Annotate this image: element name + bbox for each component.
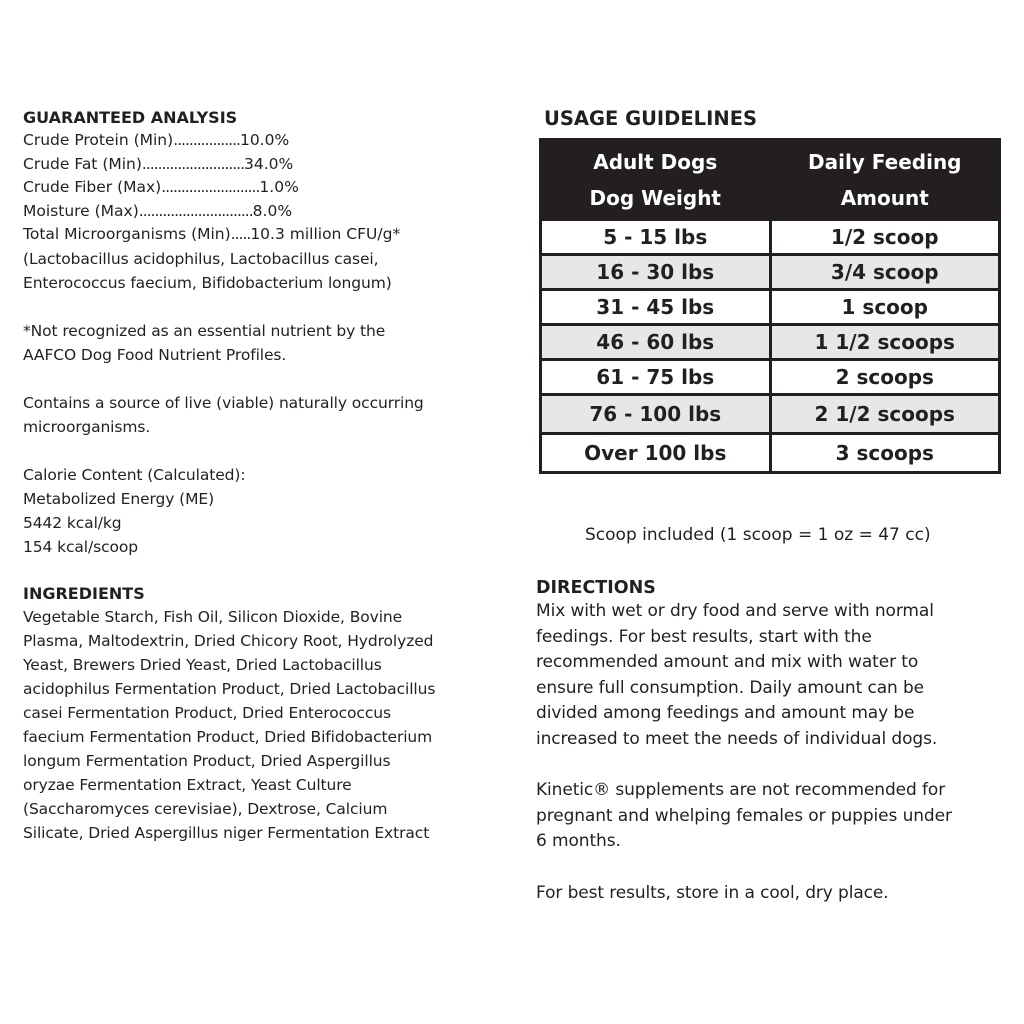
guaranteed-analysis-heading: GUARANTEED ANALYSIS	[23, 108, 238, 127]
header-line: Dog Weight	[589, 186, 721, 210]
directions-heading: DIRECTIONS	[536, 578, 656, 598]
weight-cell: 16 - 30 lbs	[541, 255, 771, 290]
weight-cell: 46 - 60 lbs	[541, 325, 771, 360]
amount-cell: 2 1/2 scoops	[770, 395, 1000, 434]
weight-cell: Over 100 lbs	[541, 434, 771, 473]
table-row	[541, 360, 1000, 395]
directions-line: increased to meet the needs of individual dogs.	[536, 728, 938, 749]
ingredients-line: longum Fermentation Product, Dried Aspergillus	[23, 751, 391, 770]
ingredients-line: acidophilus Fermentation Product, Dried Lactobacillus	[23, 679, 436, 698]
ingredients-line: faecium Fermentation Product, Dried Bifidobacterium	[23, 727, 433, 746]
directions-line: feedings. For best results, start with the	[536, 626, 872, 647]
analysis-row	[23, 200, 503, 224]
header-line: Daily Feeding	[807, 150, 962, 174]
calorie-line: 154 kcal/scoop	[23, 537, 139, 556]
analysis-value: 10.3 million CFU/g*	[250, 225, 401, 243]
ingredients-line: casei Fermentation Product, Dried Enterococcus	[23, 703, 391, 722]
calorie-content	[23, 463, 503, 559]
feeding-table	[539, 138, 1001, 474]
amount-cell: 1/2 scoop	[770, 220, 1000, 255]
warning-line: 6 months.	[536, 831, 621, 852]
warning-line: pregnant and whelping females or puppies under	[536, 805, 952, 826]
scoop-note: Scoop included (1 scoop = 1 oz = 47 cc)	[585, 525, 931, 545]
organisms-line: (Lactobacillus acidophilus, Lactobacillus casei,	[23, 249, 379, 268]
storage-note: For best results, store in a cool, dry place.	[536, 882, 889, 903]
warning-line: Kinetic® supplements are not recommended for	[536, 780, 946, 801]
directions-line: ensure full consumption. Daily amount can be	[536, 677, 925, 698]
footnote-line: AAFCO Dog Food Nutrient Profiles.	[23, 345, 287, 364]
ingredients-line: oryzae Fermentation Extract, Yeast Culture	[23, 775, 352, 794]
analysis-value: 8.0%	[252, 201, 293, 220]
analysis-value: 10.0%	[239, 131, 290, 149]
analysis-row	[23, 129, 503, 153]
calorie-line: 5442 kcal/kg	[23, 513, 122, 532]
organisms-line: Enterococcus faecium, Bifidobacterium longum)	[23, 273, 392, 292]
guaranteed-analysis-list	[23, 129, 503, 295]
table-row	[541, 395, 1000, 434]
analysis-label: Total Microorganisms (Min)	[23, 225, 231, 243]
ingredients-line: Silicate, Dried Aspergillus niger Fermentation Extract	[23, 823, 430, 842]
analysis-label: Moisture (Max)	[23, 201, 139, 220]
usage-section	[536, 108, 1016, 130]
weight-cell: 76 - 100 lbs	[541, 395, 771, 434]
live-source-line: Contains a source of live (viable) naturally occurring	[23, 393, 424, 412]
footnote-line: *Not recognized as an essential nutrient by the	[23, 321, 386, 340]
ingredients-heading: INGREDIENTS	[23, 583, 145, 603]
amount-cell: 1 1/2 scoops	[770, 325, 1000, 360]
analysis-label: Crude Protein (Min)	[23, 131, 174, 149]
ingredients-line: Vegetable Starch, Fish Oil, Silicon Dioxide, Bovine	[23, 607, 403, 626]
analysis-value: 1.0%	[259, 178, 299, 196]
ingredients-line: (Saccharomyces cerevisiae), Dextrose, Calcium	[23, 799, 388, 818]
analysis-leader-dots: ..........................	[141, 154, 245, 173]
table-row	[541, 220, 1000, 255]
analysis-leader-dots: .................	[173, 131, 240, 149]
calorie-line: Calorie Content (Calculated):	[23, 465, 246, 484]
ingredients-list	[23, 605, 503, 845]
feeding-table-header	[541, 140, 1000, 220]
directions-line: Mix with wet or dry food and serve with normal	[536, 601, 934, 621]
aafco-footnote	[23, 319, 503, 367]
analysis-leader-dots: .....	[230, 225, 251, 243]
directions-paragraph	[536, 599, 1006, 753]
analysis-row	[23, 176, 503, 200]
table-row	[541, 325, 1000, 360]
directions-section	[536, 577, 1006, 906]
amount-cell: 3 scoops	[770, 434, 1000, 473]
table-row	[541, 434, 1000, 473]
calorie-line: Metabolized Energy (ME)	[23, 489, 215, 508]
analysis-label: Crude Fiber (Max)	[23, 178, 162, 196]
analysis-leader-dots: .........................	[161, 178, 260, 196]
analysis-value: 34.0%	[244, 154, 294, 173]
live-source-statement	[23, 391, 503, 439]
ingredients-line: Yeast, Brewers Dried Yeast, Dried Lactobacillus	[23, 655, 382, 674]
directions-line: recommended amount and mix with water to	[536, 652, 919, 673]
live-source-line: microorganisms.	[23, 417, 151, 436]
table-row	[541, 290, 1000, 325]
table-row	[541, 255, 1000, 290]
header-daily-amount	[770, 140, 1000, 220]
ingredients-line: Plasma, Maltodextrin, Dried Chicory Root, Hydrolyzed	[23, 631, 434, 650]
analysis-leader-dots: .............................	[138, 201, 253, 220]
analysis-row	[23, 223, 503, 247]
amount-cell: 3/4 scoop	[770, 255, 1000, 290]
weight-cell: 61 - 75 lbs	[541, 360, 771, 395]
header-dog-weight	[541, 140, 771, 220]
header-line: Adult Dogs	[593, 150, 718, 174]
directions-line: divided among feedings and amount may be	[536, 703, 915, 724]
header-line: Amount	[840, 186, 929, 210]
amount-cell: 1 scoop	[770, 290, 1000, 325]
amount-cell: 2 scoops	[770, 360, 1000, 395]
warning-paragraph	[536, 778, 1006, 855]
analysis-label: Crude Fat (Min)	[23, 154, 142, 173]
weight-cell: 5 - 15 lbs	[541, 220, 771, 255]
weight-cell: 31 - 45 lbs	[541, 290, 771, 325]
left-column	[23, 108, 503, 845]
usage-guidelines-title: USAGE GUIDELINES	[544, 107, 758, 130]
analysis-row	[23, 153, 503, 177]
